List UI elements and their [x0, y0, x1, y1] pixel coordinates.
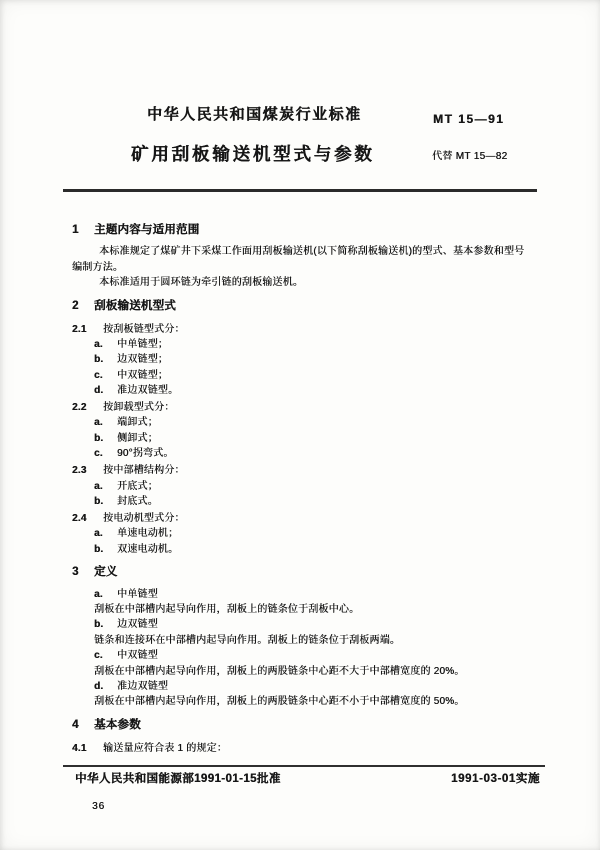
- item-letter: b.: [94, 496, 104, 507]
- line-text: 按卸载型式分：: [103, 402, 175, 414]
- list-item: [72, 648, 542, 663]
- footer-rule: [63, 765, 545, 767]
- subsection-line: [72, 509, 542, 526]
- list-item: [72, 337, 542, 352]
- line-text: 侧卸式；: [117, 432, 158, 444]
- document-title: 矿用刮板输送机型式与参数: [131, 144, 375, 164]
- clause-number: 2.1: [72, 323, 87, 335]
- line-text: 按电动机型式分：: [103, 512, 185, 524]
- item-letter: a.: [94, 528, 103, 540]
- line-text: 按刮板链型式分：: [103, 323, 185, 335]
- list-item: [72, 415, 542, 430]
- line-text: 准边双链型。: [117, 385, 179, 397]
- approval-text: 中华人民共和国能源部1991-01-15批准: [75, 773, 281, 785]
- item-letter: b.: [94, 619, 104, 631]
- definition-line: [72, 694, 542, 709]
- clause-number: 4: [72, 718, 79, 731]
- replaces-note: 代替 MT 15—82: [432, 151, 508, 162]
- item-letter: a.: [94, 588, 103, 600]
- line-text: 中双链型；: [117, 369, 168, 381]
- line-text: 刮板在中部槽内起导向作用，刮板上的两股链条中心距不大于中部槽宽度的 20%。: [94, 665, 465, 677]
- definition-line: [72, 633, 542, 648]
- list-item: [72, 494, 542, 509]
- line-text: 90°拐弯式。: [117, 448, 174, 460]
- paragraph-line: [72, 275, 542, 290]
- list-item: [72, 617, 542, 632]
- list-item: [72, 368, 542, 383]
- line-text: 按中部槽结构分：: [103, 465, 185, 477]
- item-letter: d.: [94, 385, 104, 397]
- list-item: [72, 587, 542, 602]
- definition-line: [72, 664, 542, 679]
- line-text: 链条和连接环在中部槽内起导向作用。刮板上的链条位于刮板两端。: [94, 634, 400, 646]
- page-number: 36: [92, 801, 106, 812]
- item-letter: b.: [94, 354, 104, 366]
- line-text: 边双链型；: [117, 354, 168, 366]
- item-letter: d.: [94, 680, 104, 692]
- section-heading: [72, 557, 542, 586]
- standard-number: MT 15—91: [433, 112, 505, 126]
- clause-number: 2.3: [72, 465, 87, 477]
- item-letter: c.: [94, 448, 103, 460]
- line-text: 定义: [94, 566, 118, 579]
- standard-class-title: 中华人民共和国煤炭行业标准: [147, 106, 362, 123]
- item-letter: b.: [94, 432, 104, 444]
- line-text: 刮板在中部槽内起导向作用，刮板上的链条位于刮板中心。: [94, 603, 360, 615]
- header-rule: [63, 189, 537, 192]
- subsection-line: [72, 739, 542, 756]
- clause-number: 3: [72, 566, 79, 579]
- item-letter: a.: [94, 338, 103, 350]
- line-text: 封底式。: [117, 496, 158, 507]
- line-text: 输送量应符合表 1 的规定：: [103, 742, 227, 754]
- implementation-text: 1991-03-01实施: [450, 773, 540, 785]
- list-item: [72, 446, 542, 461]
- line-text: 中单链型: [117, 588, 158, 600]
- section-heading: [72, 223, 542, 244]
- line-text: 边双链型: [117, 619, 158, 631]
- line-text: 中单链型；: [117, 338, 168, 350]
- paragraph-line: [72, 260, 542, 275]
- line-text: 开底式；: [117, 480, 158, 492]
- section-heading: [72, 710, 542, 739]
- line-text: 基本参数: [94, 718, 141, 731]
- line-text: 主题内容与适用范围: [94, 224, 200, 236]
- paragraph-line: [72, 244, 542, 259]
- item-letter: c.: [94, 650, 103, 662]
- list-item: [72, 431, 542, 446]
- list-item: [72, 679, 542, 694]
- clause-number: 2: [72, 299, 79, 312]
- line-text: 刮板在中部槽内起导向作用，刮板上的两股链条中心距不小于中部槽宽度的 50%。: [94, 696, 465, 708]
- definition-line: [72, 602, 542, 617]
- list-item: [72, 383, 542, 398]
- subsection-line: [72, 462, 542, 479]
- line-text: 本标准规定了煤矿井下采煤工作面用刮板输送机(以下简称刮板输送机)的型式、基本参数和型号: [99, 246, 525, 258]
- line-text: 双速电动机。: [117, 543, 179, 555]
- item-letter: a.: [94, 480, 103, 492]
- list-item: [72, 526, 542, 541]
- line-text: 本标准适用于圆环链为牵引链的刮板输送机。: [99, 277, 303, 289]
- list-item: [72, 479, 542, 494]
- clause-number: 2.2: [72, 402, 87, 414]
- section-heading: [72, 291, 542, 320]
- list-item: [72, 542, 542, 557]
- clause-number: 2.4: [72, 512, 87, 524]
- line-text: 刮板输送机型式: [94, 299, 176, 312]
- item-letter: b.: [94, 543, 104, 555]
- doc-body: [72, 223, 542, 756]
- subsection-line: [72, 320, 542, 337]
- line-text: 单速电动机；: [117, 528, 179, 540]
- clause-number: 1: [72, 224, 79, 236]
- item-letter: c.: [94, 369, 103, 381]
- item-letter: a.: [94, 417, 103, 429]
- subsection-line: [72, 399, 542, 416]
- line-text: 端卸式；: [117, 417, 158, 429]
- line-text: 中双链型: [117, 650, 158, 662]
- clause-number: 4.1: [72, 742, 87, 754]
- line-text: 准边双链型: [117, 680, 168, 692]
- list-item: [72, 352, 542, 367]
- line-text: 编制方法。: [72, 261, 123, 273]
